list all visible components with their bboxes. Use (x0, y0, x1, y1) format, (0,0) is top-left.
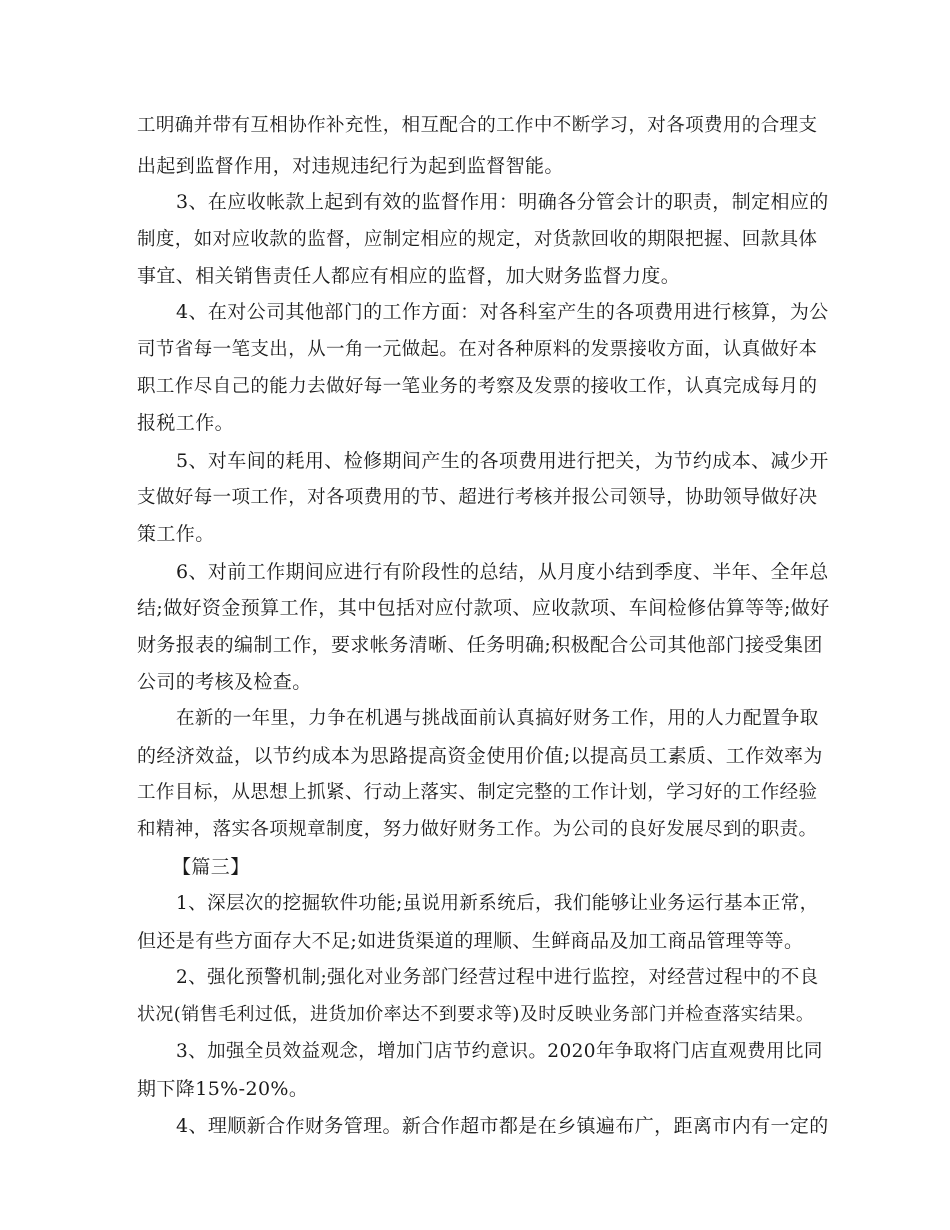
text-line: 制度，如对应收款的监督，应制定相应的规定，对货款回收的期限把握、回款具体 (137, 229, 818, 250)
text-line: 报税工作。 (137, 412, 235, 434)
text-line: 工明确并带有互相协作补充性，相互配合的工作中不断学习，对各项费用的合理支 (137, 115, 818, 136)
text-line: 2、强化预警机制;强化对业务部门经营过程中进行监控，对经营过程中的不良 (176, 967, 819, 988)
text-line: 事宜、相关销售责任人都应有相应的监督，加大财务监督力度。 (137, 265, 681, 287)
text-line: 状况(销售毛利过低，进货加价率达不到要求等)及时反映业务部门并检查落实结果。 (137, 1004, 815, 1025)
text-line: 4、在对公司其他部门的工作方面：对各科室产生的各项费用进行核算，为公 (176, 301, 829, 323)
text-line: 支做好每一项工作，对各项费用的节、超进行考核并报公司领导，协助领导做好决 (137, 487, 818, 508)
text-line: 公司的考核及检查。 (137, 671, 312, 693)
text-line: 结;做好资金预算工作，其中包括对应付款项、应收款项、车间检修估算等等;做好 (137, 597, 830, 619)
text-line: 6、对前工作期间应进行有阶段性的总结，从月度小结到季度、半年、全年总 (176, 561, 829, 583)
text-line: 职工作尽自己的能力去做好每一笔业务的考察及发票的接收工作，认真完成每月的 (137, 376, 818, 397)
text-line: 的经济效益，以节约成本为思路提高资金使用价值;以提高员工素质、工作效率为 (137, 745, 823, 767)
text-line: 期下降15%-20%。 (137, 1078, 309, 1100)
text-line: 司节省每一笔支出，从一角一元做起。在对各种原料的发票接收方面，认真做好本 (137, 339, 818, 360)
text-line: 但还是有些方面存大不足;如进货渠道的理顺、生鲜商品及加工商品管理等等。 (137, 930, 804, 952)
text-line: 3、加强全员效益观念，增加门店节约意识。2020年争取将门店直观费用比同 (176, 1041, 823, 1062)
text-line: 工作目标，从思想上抓紧、行动上落实、制定完整的工作计划，学习好的工作经验 (137, 782, 818, 803)
section-heading: 【篇三】 (172, 856, 250, 878)
text-line: 4、理顺新合作财务管理。新合作超市都是在乡镇遍布广，距离市内有一定的 (176, 1115, 829, 1137)
text-line: 在新的一年里，力争在机遇与挑战面前认真搞好财务工作，用的人力配置争取 (176, 708, 819, 729)
text-line: 1、深层次的挖掘软件功能;虽说用新系统后，我们能够让业务运行基本正常， (176, 893, 819, 914)
text-line: 财务报表的编制工作，要求帐务清晰、任务明确;积极配合公司其他部门接受集团 (137, 634, 823, 656)
text-line: 5、对车间的耗用、检修期间产生的各项费用进行把关，为节约成本、减少开 (176, 450, 829, 472)
text-line: 和精神，落实各项规章制度，努力做好财务工作。为公司的良好发展尽到的职责。 (137, 819, 818, 840)
text-line: 3、在应收帐款上起到有效的监督作用：明确各分管会计的职责，制定相应的 (176, 191, 829, 213)
text-line: 出起到监督作用，对违规违纪行为起到监督智能。 (137, 155, 564, 177)
text-line: 策工作。 (137, 523, 215, 545)
